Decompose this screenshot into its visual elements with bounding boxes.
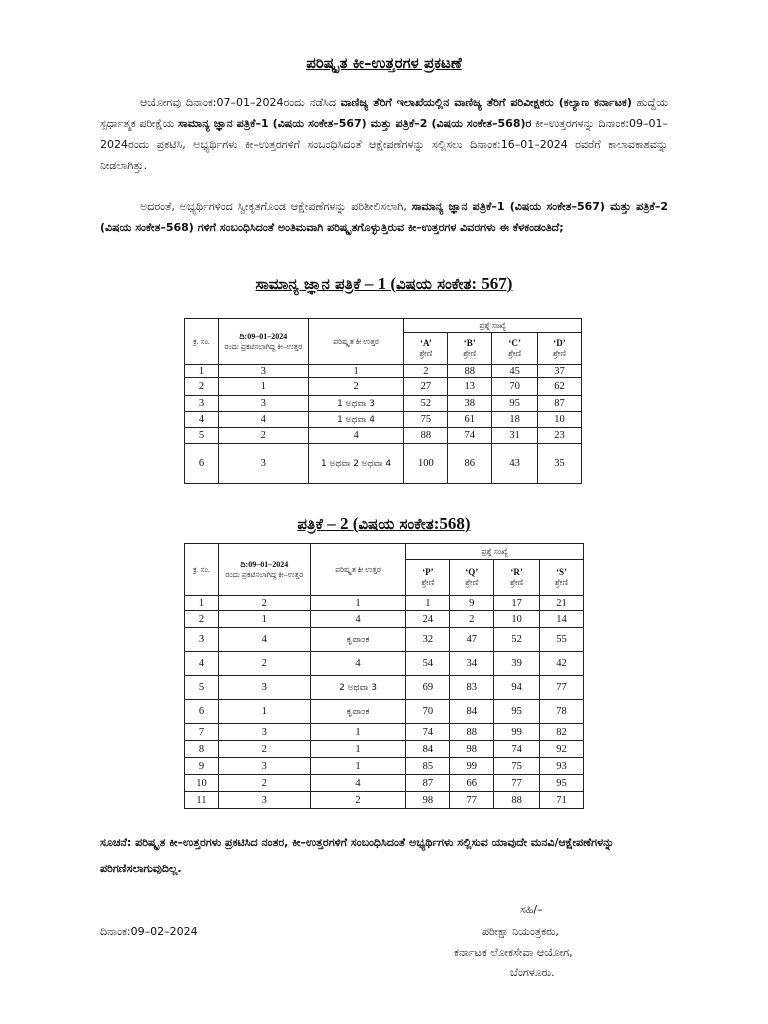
table-cell: 62 xyxy=(538,378,582,396)
table-cell: 78 xyxy=(540,700,584,724)
table-cell: 98 xyxy=(406,792,450,809)
section1-title: ಸಾಮಾನ್ಯ ಜ್ಞಾನ ಪತ್ರಿಕೆ – 1 (ವಿಷಯ ಸಂಕೇತ: 567) xyxy=(255,274,513,293)
table-cell: 88 xyxy=(448,365,492,378)
table-cell: 1 xyxy=(310,724,406,741)
table-cell: 34 xyxy=(450,652,494,676)
table-cell: 2 xyxy=(218,775,310,792)
table-cell: 75 xyxy=(494,758,540,775)
table-cell: 84 xyxy=(406,741,450,758)
table-cell: 38 xyxy=(448,396,492,412)
table-cell: 1 xyxy=(185,596,219,611)
table-cell: 87 xyxy=(406,775,450,792)
series-header: ‘B’ ಶ್ರೇಣಿ xyxy=(448,333,492,365)
table-cell: 4 xyxy=(308,428,404,444)
table-row xyxy=(185,611,584,628)
table-cell: 74 xyxy=(406,724,450,741)
table-cell: 3 xyxy=(218,365,308,378)
table-cell: 43 xyxy=(492,444,538,484)
table-row xyxy=(185,628,584,652)
review-paragraph xyxy=(100,196,668,238)
table-cell: 70 xyxy=(492,378,538,396)
table-cell: 4 xyxy=(310,611,406,628)
table-cell: 5 xyxy=(185,428,219,444)
table-cell: 82 xyxy=(540,724,584,741)
table-cell: 70 xyxy=(406,700,450,724)
table-cell: 9 xyxy=(450,596,494,611)
intro-paragraph xyxy=(100,92,668,176)
table-cell: 2 xyxy=(185,611,219,628)
table-cell: 1 xyxy=(310,596,406,611)
table-cell: 3 xyxy=(218,396,308,412)
table-cell: 1 ಅಥವಾ 2 ಅಥವಾ 4 xyxy=(308,444,404,484)
answer-key-table-paper2 xyxy=(184,543,584,809)
table-cell: 1 xyxy=(310,758,406,775)
table-cell: 66 xyxy=(450,775,494,792)
table-cell: 10 xyxy=(538,412,582,428)
table-cell: 1 xyxy=(310,741,406,758)
table-cell: 4 xyxy=(218,628,310,652)
series-header: ‘A’ ಶ್ರೇಣಿ xyxy=(404,333,448,365)
header-sl-no: ಕ್ರ. ಸಂ. xyxy=(185,544,219,596)
table-cell: 86 xyxy=(448,444,492,484)
table-cell: 94 xyxy=(494,676,540,700)
table-row xyxy=(185,365,582,378)
note-paragraph: ಸೂಚನೆ: ಪರಿಷ್ಕೃತ ಕೀ–ಉತ್ತರಗಳು ಪ್ರಕಟಿಸಿದ ನಂತರ, ಕೀ–ಉತ್ತರಗಳಿಗೆ ಸಂಬಂಧಿಸಿದಂತೆ ಅಭ್ಯರ್ಥಿಗಳು ಸಲ್ಲಿಸುವ ಯಾವುದೇ ಮನವಿ/ಆಕ್ಷೇಪಣೆಗಳನ್ನು ಪರಿಗಣಿಸಲಾಗುವುದಿಲ್ಲ. xyxy=(100,836,615,875)
signature-date: ದಿನಾಂಕ:09–02–2024 xyxy=(100,925,198,938)
table-cell: 4 xyxy=(185,652,219,676)
table-cell: 100 xyxy=(404,444,448,484)
table-row xyxy=(185,741,584,758)
table-cell: 69 xyxy=(406,676,450,700)
table-cell: 61 xyxy=(448,412,492,428)
series-header: ‘R’ ಶ್ರೇಣಿ xyxy=(494,560,540,596)
intro-text-2: ಹುದ್ದೆಯ ಸ್ಪರ್ಧಾತ್ಮಕ ಪರೀಕ್ಷೆಯ xyxy=(100,96,668,130)
table-cell: 92 xyxy=(540,741,584,758)
intro-text-1: ಆಯೋಗವು ದಿನಾಂಕ:07–01–2024ರಂದು ನಡೆಸಿದ xyxy=(140,96,341,109)
table-cell: 6 xyxy=(185,700,219,724)
table-cell: 1 xyxy=(308,365,404,378)
table-cell: 87 xyxy=(538,396,582,412)
table-cell: 42 xyxy=(540,652,584,676)
table-cell: 2 xyxy=(310,792,406,809)
table-cell: 2 ಅಥವಾ 3 xyxy=(310,676,406,700)
table-cell: 3 xyxy=(185,396,219,412)
table-row xyxy=(185,378,582,396)
table-cell: 99 xyxy=(494,724,540,741)
table-cell: 9 xyxy=(185,758,219,775)
intro-bold-2: ಸಾಮಾನ್ಯ ಜ್ಞಾನ ಪತ್ರಿಕೆ–1 (ವಿಷಯ ಸಂಕೇತ–567) ಮತ್ತು ಪತ್ರಿಕೆ–2 (ವಿಷಯ ಸಂಕೇತ–568)ರ xyxy=(178,117,532,130)
signature-sd: ಸಹಿ/– xyxy=(520,903,543,916)
table-cell: 23 xyxy=(538,428,582,444)
review-bold-1: ಸಾಮಾನ್ಯ ಜ್ಞಾನ ಪತ್ರಿಕೆ–1 (ವಿಷಯ ಸಂಕೇತ–567) ಮತ್ತು ಪತ್ರಿಕೆ–2 (ವಿಷಯ ಸಂಕೇತ–568) ಗಳಿಗೆ ಸಂಬಂಧಿಸಿದಂತೆ ಅಂತಿಮವಾಗಿ ಪರಿಷ್ಕೃತಗೊಳ್ಳುತ್ತಿರುವ ಕೀ–ಉತ್ತರಗಳ ವಿವರಗಳು ಈ ಕೆಳಕಂಡಂತಿದೆ; xyxy=(100,200,668,234)
table-cell: 3 xyxy=(218,676,310,700)
table-cell: ಕೃಪಾಂಕ xyxy=(310,700,406,724)
table-cell: 47 xyxy=(450,628,494,652)
header-sl-no: ಕ್ರ. ಸಂ. xyxy=(185,319,219,365)
table-cell: 75 xyxy=(404,412,448,428)
signature-place: ಬೆಂಗಳೂರು. xyxy=(510,966,555,979)
table-cell: 1 xyxy=(218,700,310,724)
table-cell: 2 xyxy=(218,596,310,611)
header-published-key: ದಿ:09–01–2024 ರಂದು ಪ್ರಕಟಿಸಲಾಗಿದ್ದ ಕೀ–ಉತ್ತರ xyxy=(218,544,310,596)
table-row xyxy=(185,444,582,484)
table-cell: 2 xyxy=(450,611,494,628)
table-cell: 10 xyxy=(494,611,540,628)
table-cell: 4 xyxy=(218,412,308,428)
table-cell: 55 xyxy=(540,628,584,652)
table-cell: 3 xyxy=(218,758,310,775)
table-row xyxy=(185,652,584,676)
table-cell: 88 xyxy=(404,428,448,444)
table-cell: 24 xyxy=(406,611,450,628)
table-cell: 52 xyxy=(494,628,540,652)
table-cell: 2 xyxy=(218,652,310,676)
table-cell: 95 xyxy=(494,700,540,724)
table-cell: 95 xyxy=(540,775,584,792)
table-row xyxy=(185,775,584,792)
table-row xyxy=(185,596,584,611)
table-row xyxy=(185,412,582,428)
table-cell: 5 xyxy=(185,676,219,700)
signature-designation: ಪರೀಕ್ಷಾ ನಿಯಂತ್ರಕರು, xyxy=(482,925,559,938)
table-cell: 4 xyxy=(310,775,406,792)
intro-bold-1: ವಾಣಿಜ್ಯ ತೆರಿಗೆ ಇಲಾಖೆಯಲ್ಲಿನ ವಾಣಿಜ್ಯ ತೆರಿಗೆ ಪರಿವೀಕ್ಷಕರು (ಕಲ್ಯಾಣ ಕರ್ನಾಟಕ) xyxy=(340,96,632,109)
table-cell: 88 xyxy=(450,724,494,741)
table-cell: 6 xyxy=(185,444,219,484)
table-cell: 2 xyxy=(308,378,404,396)
table-cell: 93 xyxy=(540,758,584,775)
table-cell: 77 xyxy=(494,775,540,792)
table-cell: 45 xyxy=(492,365,538,378)
table-row xyxy=(185,396,582,412)
table-cell: 11 xyxy=(185,792,219,809)
table-cell: 1 ಅಥವಾ 3 xyxy=(308,396,404,412)
table-cell: 21 xyxy=(540,596,584,611)
table-cell: 27 xyxy=(404,378,448,396)
intro-text-3: ಕೀ–ಉತ್ತರಗಳನ್ನು ದಿನಾಂಕ:09–01–2024ರಂದು ಪ್ರಕಟಿಸಿ, ಅಭ್ಯರ್ಥಿಗಳು ಕೀ–ಉತ್ತರಗಳಿಗೆ ಸಂಬಂಧಿಸಿದಂತೆ ಆಕ್ಷೇಪಣೆಗಳನ್ನು ಸಲ್ಲಿಸಲು ದಿನಾಂಕ:16–01–2024 ರವರೆಗೆ ಕಾಲಾವಕಾಶವನ್ನು ನೀಡಲಾಗಿತ್ತು. xyxy=(100,117,669,172)
table-row xyxy=(185,428,582,444)
table-cell: 1 xyxy=(218,611,310,628)
table-cell: 32 xyxy=(406,628,450,652)
section2-title: ಪತ್ರಿಕೆ – 2 (ವಿಷಯ ಸಂಕೇತ:568) xyxy=(297,514,471,533)
header-question-no: ಪ್ರಶ್ನೆ ಸಂಖ್ಯೆ xyxy=(406,544,584,560)
header-revised-key: ಪರಿಷ್ಕೃತ ಕೀ ಉತ್ತರ xyxy=(310,544,406,596)
page-title: ಪರಿಷ್ಕೃತ ಕೀ–ಉತ್ತರಗಳ ಪ್ರಕಟಣೆ xyxy=(306,54,462,72)
table-row xyxy=(185,724,584,741)
table-cell: 17 xyxy=(494,596,540,611)
series-header: ‘S’ ಶ್ರೇಣಿ xyxy=(540,560,584,596)
review-text-1: ಅದರಂತೆ, ಅಭ್ಯರ್ಥಿಗಳಿಂದ ಸ್ವೀಕೃತಗೊಂಡ ಆಕ್ಷೇಪಣೆಗಳನ್ನು ಪರಿಶೀಲಿಸಲಾಗಿ, xyxy=(140,200,412,213)
table-cell: 18 xyxy=(492,412,538,428)
series-header: ‘P’ ಶ್ರೇಣಿ xyxy=(406,560,450,596)
table-cell: 84 xyxy=(450,700,494,724)
table-cell: 99 xyxy=(450,758,494,775)
table-cell: 2 xyxy=(185,378,219,396)
table-cell: 3 xyxy=(218,724,310,741)
table-cell: 85 xyxy=(406,758,450,775)
table-cell: 31 xyxy=(492,428,538,444)
table-row xyxy=(185,676,584,700)
answer-key-table-paper1 xyxy=(184,318,582,484)
table-row xyxy=(185,700,584,724)
table-cell: 83 xyxy=(450,676,494,700)
table-row xyxy=(185,792,584,809)
header-revised-key: ಪರಿಷ್ಕೃತ ಕೀ ಉತ್ತರ xyxy=(308,319,404,365)
table-cell: ಕೃಪಾಂಕ xyxy=(310,628,406,652)
table-cell: 54 xyxy=(406,652,450,676)
table-cell: 52 xyxy=(404,396,448,412)
table-cell: 3 xyxy=(185,628,219,652)
table-cell: 10 xyxy=(185,775,219,792)
table-cell: 3 xyxy=(218,444,308,484)
table-cell: 2 xyxy=(218,741,310,758)
table-cell: 74 xyxy=(494,741,540,758)
table-cell: 35 xyxy=(538,444,582,484)
table-cell: 74 xyxy=(448,428,492,444)
table-cell: 88 xyxy=(494,792,540,809)
series-header: ‘Q’ ಶ್ರೇಣಿ xyxy=(450,560,494,596)
table-cell: 3 xyxy=(218,792,310,809)
table-cell: 4 xyxy=(185,412,219,428)
table-cell: 1 xyxy=(218,378,308,396)
table-cell: 95 xyxy=(492,396,538,412)
table-cell: 13 xyxy=(448,378,492,396)
table-cell: 7 xyxy=(185,724,219,741)
header-question-no: ಪ್ರಶ್ನೆ ಸಂಖ್ಯೆ xyxy=(404,319,582,333)
series-header: ‘D’ ಶ್ರೇಣಿ xyxy=(538,333,582,365)
table-cell: 2 xyxy=(218,428,308,444)
table-cell: 14 xyxy=(540,611,584,628)
table-row xyxy=(185,758,584,775)
table-cell: 39 xyxy=(494,652,540,676)
table-cell: 1 xyxy=(406,596,450,611)
table-cell: 77 xyxy=(540,676,584,700)
signature-organization: ಕರ್ನಾಟಕ ಲೋಕಸೇವಾ ಆಯೋಗ, xyxy=(454,946,573,959)
table-cell: 98 xyxy=(450,741,494,758)
series-header: ‘C’ ಶ್ರೇಣಿ xyxy=(492,333,538,365)
table-cell: 1 ಅಥವಾ 4 xyxy=(308,412,404,428)
table-cell: 4 xyxy=(310,652,406,676)
table-cell: 77 xyxy=(450,792,494,809)
table-cell: 2 xyxy=(404,365,448,378)
table-cell: 71 xyxy=(540,792,584,809)
table-cell: 37 xyxy=(538,365,582,378)
header-published-key: ದಿ:09–01–2024 ರಂದು ಪ್ರಕಟಿಸಲಾಗಿದ್ದ ಕೀ–ಉತ್ತರ xyxy=(218,319,308,365)
table-cell: 1 xyxy=(185,365,219,378)
table-cell: 8 xyxy=(185,741,219,758)
